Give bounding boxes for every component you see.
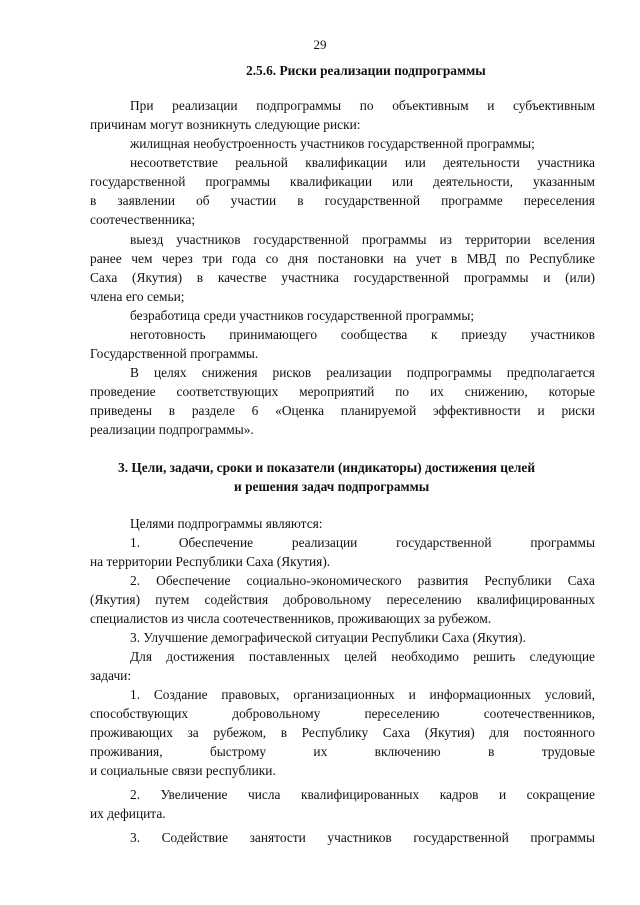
text-line — [130, 648, 595, 665]
word: добровольному — [232, 706, 321, 721]
word: разделе — [191, 403, 235, 418]
word: года — [231, 251, 257, 266]
text-line — [130, 326, 595, 343]
word: программы — [361, 232, 427, 247]
word: информационных — [429, 687, 532, 702]
word: дня — [287, 251, 309, 266]
word: 6 — [251, 403, 259, 418]
text-line — [90, 724, 595, 741]
word: организационных — [293, 687, 395, 702]
text-line: члена его семьи; — [90, 289, 185, 304]
word: путем — [155, 592, 190, 607]
text-line — [90, 269, 595, 286]
text-line — [130, 231, 595, 248]
word: в — [90, 193, 97, 208]
word: по — [505, 251, 520, 266]
word: Создание — [153, 687, 208, 702]
text-line — [90, 250, 595, 267]
word: Республику — [301, 725, 369, 740]
word: квалификации — [305, 155, 388, 170]
word: Саха — [90, 270, 118, 285]
word: соответствующих — [176, 384, 279, 399]
text-line — [90, 402, 595, 419]
word: сокращение — [526, 787, 595, 802]
text-line — [130, 534, 595, 551]
word: Республике — [529, 251, 595, 266]
word: в — [488, 744, 495, 759]
word: государственной — [253, 232, 349, 247]
word: 2. — [130, 573, 141, 588]
word: качестве — [217, 270, 267, 285]
word: в — [280, 725, 288, 740]
word: и — [487, 98, 495, 113]
word: социально-экономического — [246, 573, 402, 588]
word: мероприятий — [299, 384, 375, 399]
word: в — [168, 403, 176, 418]
word: развития — [417, 573, 469, 588]
word: их — [429, 384, 444, 399]
word: принимающего — [229, 327, 318, 342]
text-line: соотечественника; — [90, 212, 196, 227]
word: и — [408, 687, 416, 702]
word: участии — [230, 193, 277, 208]
text-line: жилищная необустроенность участников государственной программы; — [130, 136, 535, 151]
text-line — [130, 364, 595, 381]
word: неготовность — [130, 327, 206, 342]
text-line — [130, 97, 595, 114]
word: следующие — [529, 649, 595, 664]
text-line: специалистов из числа соотечественников, проживающих за рубежом. — [90, 611, 492, 626]
word: территории — [464, 232, 531, 247]
word: государственной — [90, 174, 186, 189]
word: проживания, — [90, 744, 163, 759]
word: рисков — [272, 365, 312, 380]
word: участников — [530, 327, 595, 342]
word: в — [196, 270, 204, 285]
word: со — [265, 251, 279, 266]
section-3-title-line-1: 3. Цели, задачи, сроки и показатели (индикаторы) достижения целей — [118, 460, 536, 475]
word: подпрограммы — [406, 365, 492, 380]
word: и — [498, 787, 507, 802]
word: Саха — [382, 725, 411, 740]
text-line — [90, 591, 595, 608]
word: 3. — [130, 830, 141, 845]
word: проведение — [90, 384, 156, 399]
word: для — [489, 725, 509, 740]
word: субъективным — [512, 98, 595, 113]
word: (Якутия) — [424, 725, 475, 740]
word: 1. — [130, 535, 141, 550]
word: по — [395, 384, 410, 399]
word: Для — [130, 649, 152, 664]
word: участника — [281, 270, 339, 285]
word: риски — [561, 403, 595, 418]
word: деятельности, — [433, 174, 514, 189]
word: государственной — [413, 830, 509, 845]
word: необходимо — [391, 649, 459, 664]
word: занятости — [249, 830, 306, 845]
word: «Оценка — [275, 403, 325, 418]
word: достижения — [166, 649, 235, 664]
word: Республики — [484, 573, 552, 588]
word: и — [537, 403, 545, 418]
word: указанным — [532, 174, 595, 189]
word: переселению — [386, 592, 462, 607]
word: или — [392, 174, 414, 189]
text-line — [130, 829, 595, 846]
text-line: задачи: — [90, 668, 132, 683]
word: заявлении — [117, 193, 176, 208]
word: по — [359, 98, 374, 113]
word: планируемой — [340, 403, 417, 418]
section-3-title-line-2: и решения задач подпрограммы — [234, 479, 430, 494]
word: которые — [548, 384, 595, 399]
word: способствующих — [90, 706, 189, 721]
word: трудовые — [541, 744, 595, 759]
word: программе — [441, 193, 503, 208]
word: содействия — [204, 592, 269, 607]
word: программы — [205, 174, 271, 189]
word: 2. — [130, 787, 141, 802]
word: 1. — [130, 687, 141, 702]
word: объективным — [392, 98, 469, 113]
word: реальной — [235, 155, 288, 170]
word: и — [543, 270, 551, 285]
text-line — [130, 572, 595, 589]
word: При — [130, 98, 154, 113]
word: эффективности — [433, 403, 521, 418]
word: государственной — [353, 270, 450, 285]
word: через — [162, 251, 193, 266]
word: за — [187, 725, 199, 740]
word: подпрограммы — [256, 98, 342, 113]
word: об — [196, 193, 210, 208]
page-number: 29 — [313, 37, 327, 52]
word: участников — [327, 830, 392, 845]
word: (Якутия) — [90, 592, 141, 607]
word: их — [313, 744, 328, 759]
word: государственной — [324, 193, 421, 208]
word: Увеличение — [160, 787, 228, 802]
word: участника — [537, 155, 595, 170]
text-line: причинам могут возникнуть следующие риски: — [90, 117, 361, 132]
text-line — [90, 173, 595, 190]
word: переселения — [523, 193, 595, 208]
word: приведены — [90, 403, 152, 418]
word: снижению, — [464, 384, 528, 399]
word: учет — [415, 251, 442, 266]
text-line: и социальные связи республики. — [90, 763, 276, 778]
word: быстрому — [209, 744, 267, 759]
word: целей — [344, 649, 377, 664]
word: программы — [530, 535, 595, 550]
word: три — [202, 251, 223, 266]
text-line: безработица среди участников государственной программы; — [130, 308, 475, 323]
word: сообщества — [340, 327, 408, 342]
word: условий, — [544, 687, 595, 702]
word: ранее — [90, 251, 122, 266]
text-line: Государственной программы. — [90, 346, 259, 361]
text-line — [130, 154, 595, 171]
word: постоянного — [523, 725, 595, 740]
word: переселению — [364, 706, 440, 721]
word: (или) — [565, 270, 595, 285]
word: в — [450, 251, 458, 266]
word: Обеспечение — [156, 573, 231, 588]
text-line — [90, 192, 595, 209]
word: приезду — [461, 327, 507, 342]
word: предполагается — [506, 365, 595, 380]
word: на — [393, 251, 407, 266]
word: кадров — [439, 787, 479, 802]
word: квалификации — [289, 174, 373, 189]
word: выезд — [130, 232, 164, 247]
word: В — [130, 365, 139, 380]
word: поставленных — [248, 649, 330, 664]
word: добровольному — [283, 592, 372, 607]
word: несоответствие — [130, 155, 218, 170]
word: рубежом, — [213, 725, 267, 740]
word: в — [297, 193, 304, 208]
word: целях — [153, 365, 187, 380]
word: программы — [530, 830, 595, 845]
word: проживающих — [90, 725, 173, 740]
word: чем — [131, 251, 153, 266]
text-line: 3. Улучшение демографической ситуации Республики Саха (Якутия). — [130, 630, 526, 645]
word: числа — [247, 787, 281, 802]
text-line — [130, 786, 595, 803]
word: Саха — [567, 573, 595, 588]
word: программы — [463, 270, 529, 285]
word: реализации — [326, 365, 392, 380]
word: постановки — [317, 251, 384, 266]
text-line: Целями подпрограммы являются: — [130, 516, 323, 531]
word: государственной — [396, 535, 492, 550]
word: реализации — [291, 535, 358, 550]
word: Содействие — [161, 830, 229, 845]
text-line — [130, 686, 595, 703]
word: (Якутия) — [132, 270, 183, 285]
text-line — [90, 705, 595, 722]
word: включению — [374, 744, 441, 759]
word: Обеспечение — [178, 535, 254, 550]
word: из — [439, 232, 452, 247]
text-line — [90, 383, 595, 400]
word: соотечественников, — [483, 706, 595, 721]
word: к — [431, 327, 438, 342]
section-2-5-6-heading: 2.5.6. Риски реализации подпрограммы — [246, 63, 486, 78]
text-line: реализации подпрограммы». — [90, 422, 254, 437]
word: деятельности — [443, 155, 520, 170]
word: реализации — [172, 98, 238, 113]
word: МВД — [466, 251, 497, 266]
word: квалифицированных — [476, 592, 595, 607]
word: вселения — [543, 232, 595, 247]
word: правовых, — [221, 687, 280, 702]
word: решить — [473, 649, 516, 664]
word: снижения — [201, 365, 258, 380]
word: или — [404, 155, 426, 170]
text-line: на территории Республики Саха (Якутия). — [90, 554, 331, 569]
text-line: их дефицита. — [90, 806, 166, 821]
text-line — [90, 743, 595, 760]
word: участников — [176, 232, 241, 247]
word: квалифицированных — [300, 787, 420, 802]
